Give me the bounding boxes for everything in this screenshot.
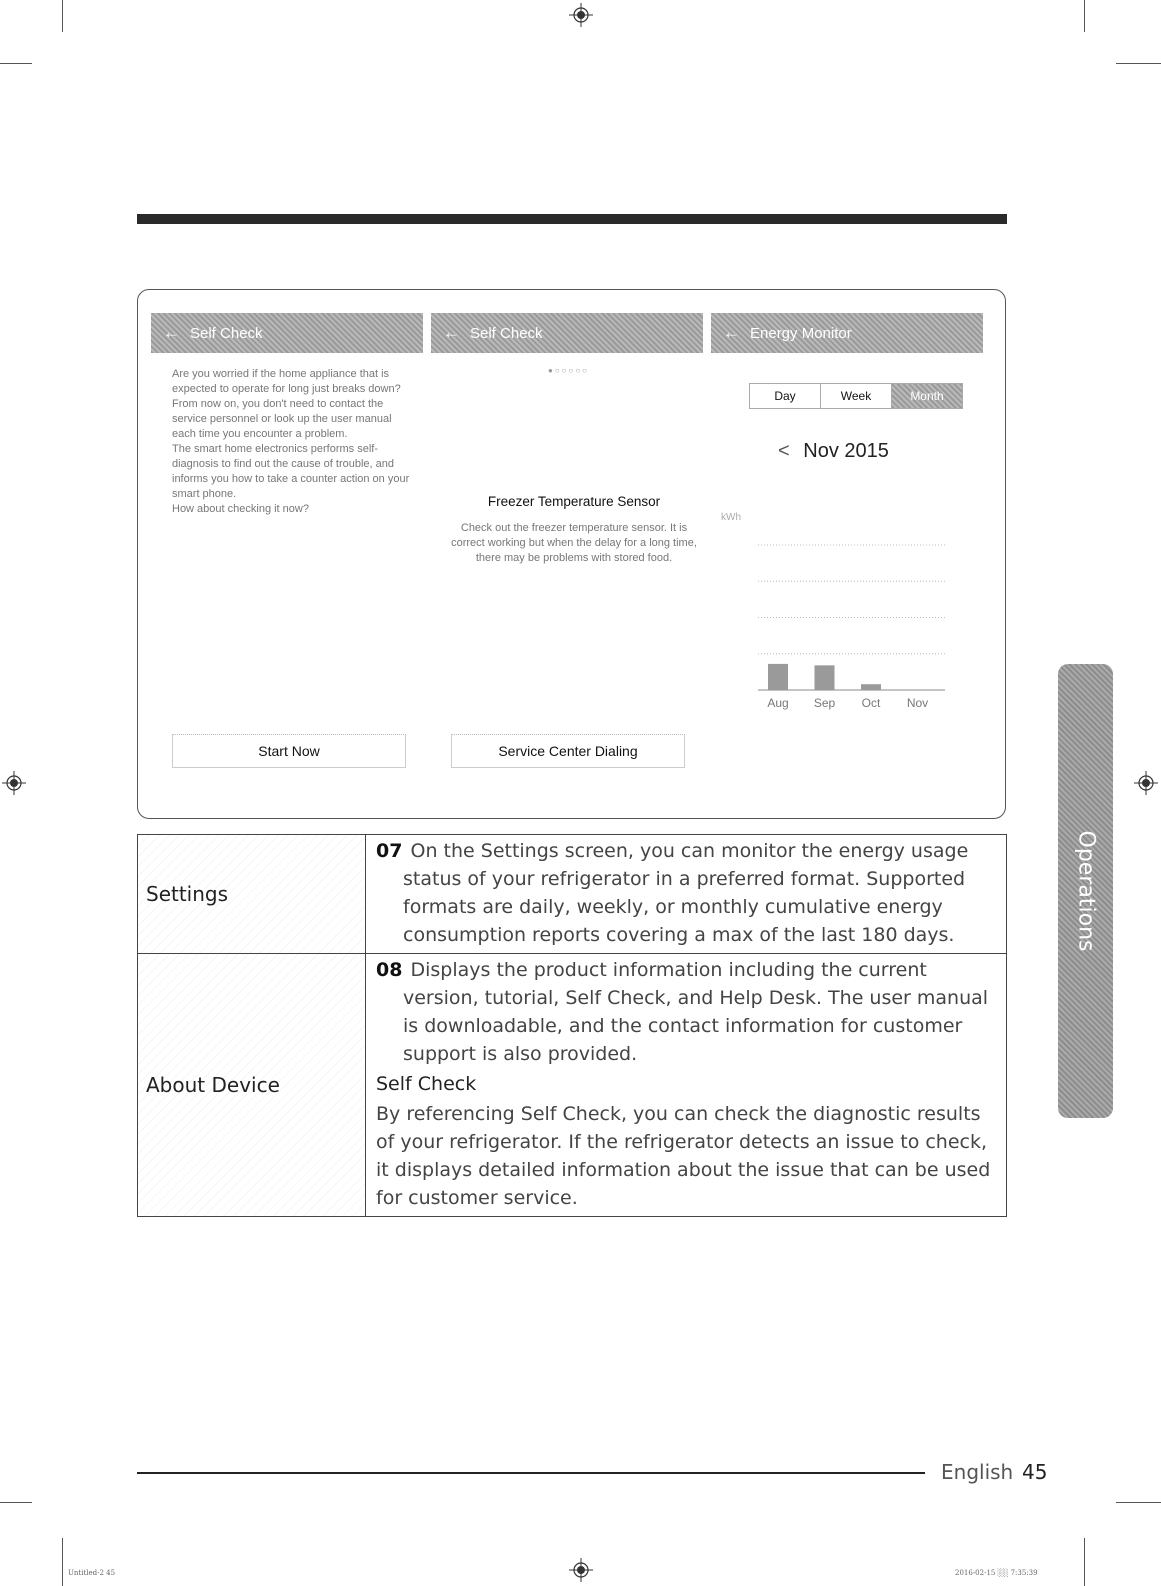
sub-text: By referencing Self Check, you can check the diagnostic results of your refrigerator. If the refrigerator detects an issue to check, it displays detailed information about the issue that can be used for customer service. <box>376 1103 991 1209</box>
table-row <box>138 954 1007 1217</box>
row-label: About Device <box>138 954 366 1217</box>
screen-title: Self Check <box>470 324 543 342</box>
chart-bar-aug[interactable] <box>768 664 788 690</box>
registration-mark-icon <box>1134 771 1158 795</box>
tab-day[interactable]: Day <box>750 384 821 408</box>
table-row <box>138 835 1007 954</box>
start-now-button[interactable]: Start Now <box>172 734 406 768</box>
footer-rule <box>137 1472 925 1474</box>
screen-header[interactable] <box>431 313 703 353</box>
row-label: Settings <box>138 835 366 954</box>
screen-header[interactable] <box>151 313 423 353</box>
sub-heading: Self Check <box>376 1073 477 1095</box>
period-selector <box>749 383 963 409</box>
crop-mark <box>62 1538 63 1586</box>
chart-tick-label: Aug <box>767 696 789 710</box>
app-screens-illustration <box>137 289 1006 819</box>
footer-language: English <box>941 1460 1014 1484</box>
energy-bar-chart <box>750 535 950 715</box>
registration-mark-icon <box>569 1558 593 1582</box>
back-arrow-icon[interactable]: ← <box>723 323 740 342</box>
header-rule <box>137 214 1007 224</box>
energy-monitor-screen <box>711 313 983 353</box>
crop-mark <box>1084 0 1085 32</box>
screen-title: Energy Monitor <box>750 324 852 342</box>
chart-tick-label: Oct <box>861 696 881 710</box>
chevron-left-icon[interactable]: < <box>778 440 790 462</box>
registration-mark-icon <box>2 771 26 795</box>
crop-mark <box>62 0 63 32</box>
back-arrow-icon[interactable]: ← <box>443 323 460 342</box>
crop-mark <box>1116 63 1161 64</box>
month-label: Nov 2015 <box>803 440 889 462</box>
month-navigator <box>778 440 889 463</box>
row-paragraph <box>376 956 996 1068</box>
section-tab-label: Operations <box>1073 830 1098 952</box>
sensor-title: Freezer Temperature Sensor <box>487 494 661 509</box>
row-body <box>366 835 1007 954</box>
crop-mark <box>1084 1538 1085 1586</box>
chart-tick-label: Nov <box>906 696 929 710</box>
section-side-tab <box>1058 664 1113 1118</box>
back-arrow-icon[interactable]: ← <box>163 323 180 342</box>
row-body <box>366 954 1007 1217</box>
step-number: 08 <box>376 959 403 981</box>
self-check-result-screen <box>431 313 703 353</box>
print-slug-left: Untitled-2 45 <box>68 1569 116 1577</box>
print-slug-right: 2016-02-15 ░░ 7:35:39 <box>955 1569 1038 1577</box>
chart-bar-oct[interactable] <box>861 684 881 690</box>
crop-mark <box>1116 1502 1161 1503</box>
screen-title: Self Check <box>190 324 263 342</box>
crop-mark <box>0 63 32 64</box>
page-number: 45 <box>1022 1460 1048 1484</box>
sensor-description: Check out the freezer temperature sensor. It is correct working but when the delay for a long time, there may be problems with stored food. <box>451 522 697 564</box>
crop-mark <box>0 1502 32 1503</box>
self-check-intro-text: Are you worried if the home appliance that is expected to operate for long just breaks down? From now on, you don't need to contact the service personnel or look up the user manual each time you encounter a problem. The smart home electronics performs self-diagnosis to find out the cause of trouble, and informs you how to take a counter action on your smart phone. How about checking it now? <box>172 368 410 515</box>
tab-week[interactable]: Week <box>821 384 892 408</box>
step-number: 07 <box>376 840 403 862</box>
row-text: On the Settings screen, you can monitor the energy usage status of your refrigerator in a preferred format. Supported formats are daily, weekly, or monthly cumulative energy consumption reports covering a max of the last 180 days. <box>403 840 969 946</box>
page-indicator-dots: ●○○○○○ <box>548 366 589 375</box>
chart-tick-label: Sep <box>813 696 836 710</box>
registration-mark-icon <box>569 3 593 27</box>
tab-month[interactable]: Month <box>892 384 962 408</box>
screen-header[interactable] <box>711 313 983 353</box>
chart-bar-sep[interactable] <box>815 665 835 690</box>
service-center-dialing-button[interactable]: Service Center Dialing <box>451 734 685 768</box>
self-check-intro-screen <box>151 313 423 353</box>
row-text: Displays the product information including the current version, tutorial, Self Check, and Help Desk. The user manual is downloadable, and the contact information for customer support is also provided. <box>403 959 989 1065</box>
chart-unit-label: kWh <box>721 512 741 523</box>
settings-description-table <box>137 834 1007 1217</box>
row-paragraph <box>376 837 996 949</box>
